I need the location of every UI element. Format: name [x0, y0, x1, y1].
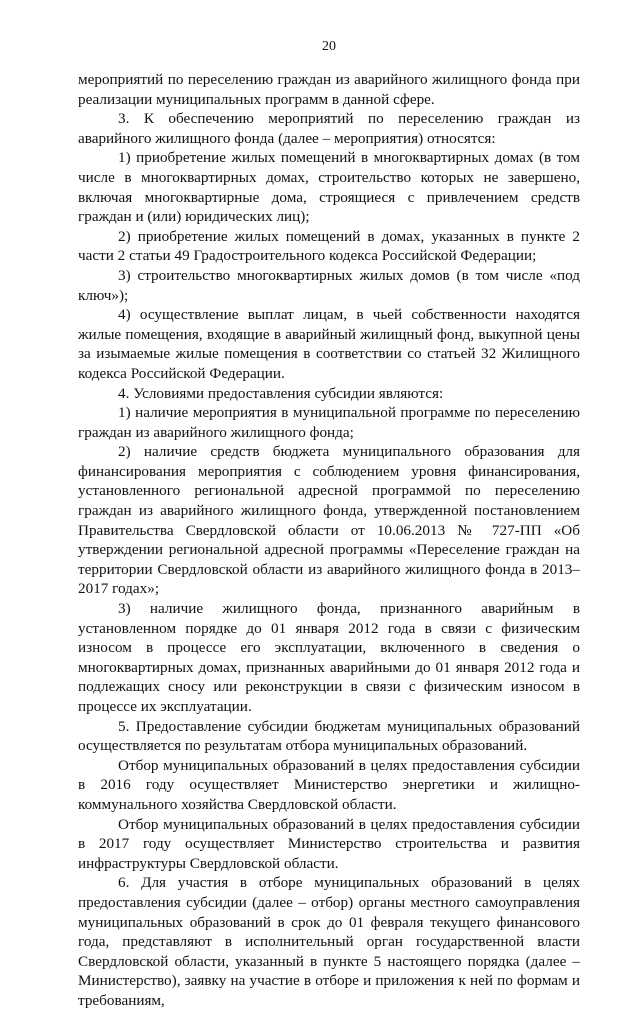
paragraph-subitem-3-3: 3) строительство многоквартирных жилых домов (в том числе «под ключ»); [78, 266, 580, 304]
paragraph-item-6: 6. Для участия в отборе муниципальных образований в целях предоставления субсидии (далее – отбор) органы местного самоуправления муниципальных образований в срок до 01 февраля текущего финансового года, представляют в исполнительный орган государственной власти Свердловской области, указанный в пункте 5 настоящего порядка (далее – Министерство), заявку на участие в отборе и приложения к ней по формам и требованиям, [78, 874, 580, 1009]
paragraph-subitem-4-1: 1) наличие мероприятия в муниципальной программе по переселению граждан из аварийного жилищного фонда; [78, 404, 580, 441]
paragraph-selection-2016: Отбор муниципальных образований в целях предоставления субсидии в 2016 году осуществляет Министерство энергетики и жилищно-коммунального хозяйства Свердловской области. [78, 756, 580, 813]
paragraph-subitem-4-3: 3) наличие жилищного фонда, признанного аварийным в установленном порядке до 01 января 2012 года в связи с физическим износом в процессе его эксплуатации, включенного в сведения о многоквартирных домах, признанных аварийными до 01 января 2012 года и подлежащих сносу или реконструкции в связи с физическим износом в процессе их эксплуатации. [78, 600, 580, 715]
paragraph-continuation: мероприятий по переселению граждан из аварийного жилищного фонда при реализации муниципальных программ в данной сфере. [78, 71, 580, 108]
paragraph-subitem-4-2: 2) наличие средств бюджета муниципального образования для финансирования мероприятия с соблюдением уровня финансирования, установленного региональной адресной программой по переселению граждан из аварийного жилищного фонда, утвержденной постановлением Правительства Свердловской области от 10.06.2013 № 727-ПП «Об утверждении региональной адресной программы «Переселение граждан на территории Свердловской области из аварийного жилищного фонда в 2013–2017 годах»; [78, 443, 580, 598]
paragraph-subitem-3-2: 2) приобретение жилых помещений в домах, указанных в пункте 2 части 2 статьи 49 Градостроительного кодекса Российской Федерации; [78, 227, 580, 265]
paragraph-item-3: 3. К обеспечению мероприятий по переселению граждан из аварийного жилищного фонда (далее – мероприятия) относятся: [78, 110, 580, 147]
paragraph-item-4: 4. Условиями предоставления субсидии являются: [118, 384, 444, 402]
document-body [78, 70, 580, 1011]
paragraph-item-5: 5. Предоставление субсидии бюджетам муниципальных образований осуществляется по результатам отбора муниципальных образований. [78, 717, 580, 755]
page-number: 20 [322, 39, 336, 54]
paragraph-subitem-3-1: 1) приобретение жилых помещений в многоквартирных домах (в том числе в многоквартирных домах, строительство которых не завершено, включая многоквартирные дома, строящиеся с привлечением средств граждан и (или) юридических лиц); [78, 149, 580, 226]
paragraph-subitem-3-4: 4) осуществление выплат лицам, в чьей собственности находятся жилые помещения, входящие в аварийный жилищный фонд, выкупной цены за изымаемые жилые помещения в соответствии со статьей 32 Жилищного кодекса Российской Федерации. [78, 306, 580, 382]
paragraph-selection-2017: Отбор муниципальных образований в целях предоставления субсидии в 2017 году осуществляет Министерство строительства и развития инфраструктуры Свердловской области. [78, 815, 580, 872]
